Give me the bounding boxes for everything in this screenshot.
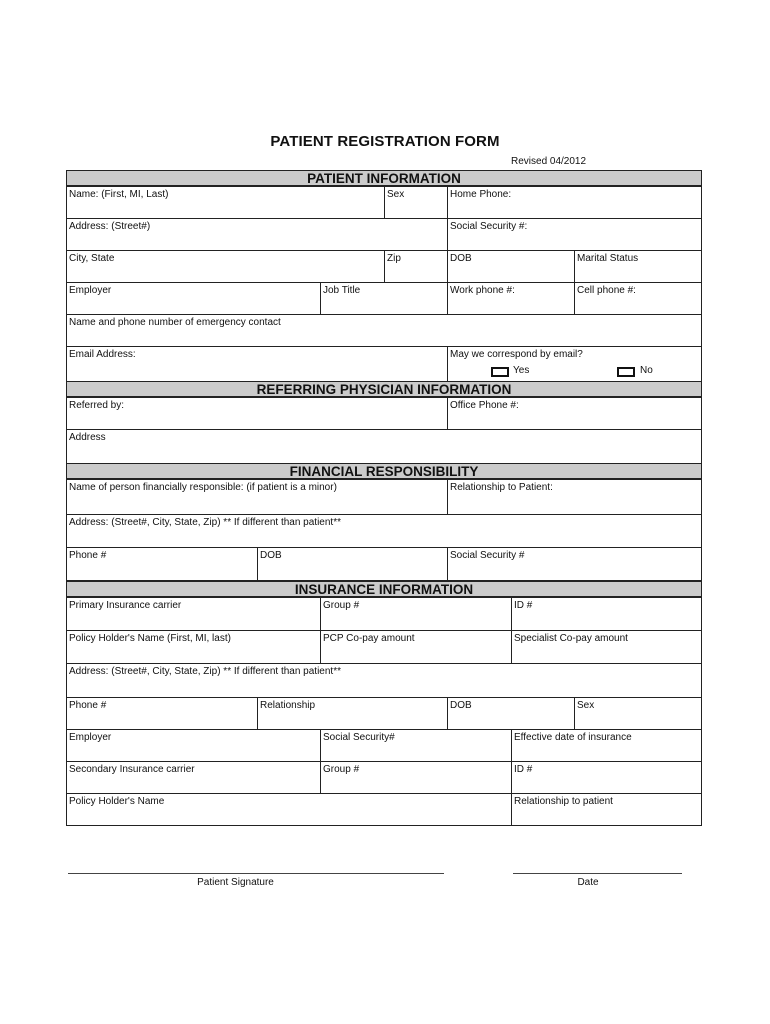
guarantor-dob-field[interactable]: DOB (257, 547, 448, 581)
policy-holder-phone-field[interactable]: Phone # (66, 697, 258, 730)
guarantor-address-field[interactable]: Address: (Street#, City, State, Zip) ** If different than patient** (66, 514, 702, 548)
specialist-copay-field[interactable]: Specialist Co-pay amount (511, 630, 702, 664)
patient-ssn-field[interactable]: Social Security #: (447, 218, 702, 251)
policy-holder-sex-field[interactable]: Sex (574, 697, 702, 730)
email-correspond-field (447, 346, 702, 382)
policy-holder-employer-field[interactable]: Employer (66, 729, 321, 762)
patient-name-field[interactable]: Name: (First, MI, Last) (66, 186, 385, 219)
section-header-financial: FINANCIAL RESPONSIBILITY (66, 463, 702, 479)
zip-field[interactable]: Zip (384, 250, 448, 283)
policy-holder-address-field[interactable]: Address: (Street#, City, State, Zip) ** If different than patient** (66, 663, 702, 698)
email-field[interactable]: Email Address: (66, 346, 448, 382)
policy-holder-name-field[interactable]: Policy Holder's Name (First, MI, last) (66, 630, 321, 664)
office-phone-field[interactable]: Office Phone #: (447, 397, 702, 430)
policy-holder-dob-field[interactable]: DOB (447, 697, 575, 730)
date-label: Date (577, 877, 599, 888)
section-header-insurance: INSURANCE INFORMATION (66, 581, 702, 597)
cell-phone-field[interactable]: Cell phone #: (574, 282, 702, 315)
city-state-field[interactable]: City, State (66, 250, 385, 283)
pcp-copay-field[interactable]: PCP Co-pay amount (320, 630, 512, 664)
email-yes-label: Yes (513, 365, 530, 376)
work-phone-field[interactable]: Work phone #: (447, 282, 575, 315)
emergency-contact-field[interactable]: Name and phone number of emergency contact (66, 314, 702, 347)
effective-date-field[interactable]: Effective date of insurance (511, 729, 702, 762)
secondary-group-field[interactable]: Group # (320, 761, 512, 794)
secondary-carrier-field[interactable]: Secondary Insurance carrier (66, 761, 321, 794)
email-no-checkbox[interactable] (617, 367, 635, 377)
page-title: PATIENT REGISTRATION FORM (270, 133, 500, 150)
primary-carrier-field[interactable]: Primary Insurance carrier (66, 597, 321, 631)
marital-status-field[interactable]: Marital Status (574, 250, 702, 283)
secondary-id-field[interactable]: ID # (511, 761, 702, 794)
physician-address-field[interactable]: Address (66, 429, 702, 464)
home-phone-field[interactable]: Home Phone: (447, 186, 702, 219)
revision-date: Revised 04/2012 (511, 156, 587, 167)
patient-signature-label: Patient Signature (197, 877, 274, 888)
financially-responsible-field[interactable]: Name of person financially responsible: (if patient is a minor) (66, 479, 448, 515)
group-number-field[interactable]: Group # (320, 597, 512, 631)
email-no-label: No (640, 365, 653, 376)
guarantor-ssn-field[interactable]: Social Security # (447, 547, 702, 581)
patient-dob-field[interactable]: DOB (447, 250, 575, 283)
job-title-field[interactable]: Job Title (320, 282, 448, 315)
signature-line[interactable] (68, 873, 444, 874)
patient-sex-field[interactable]: Sex (384, 186, 448, 219)
secondary-relationship-field[interactable]: Relationship to patient (511, 793, 702, 826)
secondary-policy-holder-field[interactable]: Policy Holder's Name (66, 793, 512, 826)
email-correspond-label: May we correspond by email? (450, 349, 583, 360)
policy-holder-relationship-field[interactable]: Relationship (257, 697, 448, 730)
policy-holder-ssn-field[interactable]: Social Security# (320, 729, 512, 762)
date-line[interactable] (513, 873, 682, 874)
patient-address-field[interactable]: Address: (Street#) (66, 218, 448, 251)
relationship-to-patient-field[interactable]: Relationship to Patient: (447, 479, 702, 515)
email-yes-checkbox[interactable] (491, 367, 509, 377)
guarantor-phone-field[interactable]: Phone # (66, 547, 258, 581)
referred-by-field[interactable]: Referred by: (66, 397, 448, 430)
section-header-referring: REFERRING PHYSICIAN INFORMATION (66, 381, 702, 397)
insurance-id-field[interactable]: ID # (511, 597, 702, 631)
section-header-patient: PATIENT INFORMATION (66, 170, 702, 186)
patient-employer-field[interactable]: Employer (66, 282, 321, 315)
